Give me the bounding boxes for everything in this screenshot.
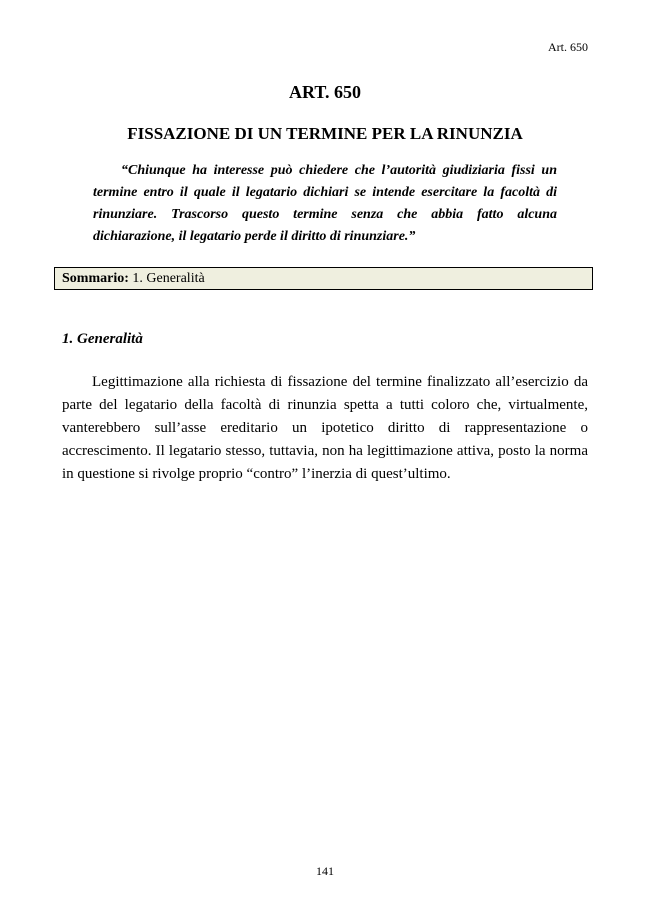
section-heading: 1. Generalità (62, 331, 143, 347)
article-number: ART. 650 (288, 82, 362, 102)
section-paragraph: Legittimazione alla richiesta di fissazione del termine finalizzato all’esercizio da parte del legatario della facoltà di rinunzia spetta a tutti coloro che, virtualmente, vanterebbero sull’asse ereditario un ipotetico diritto di rappresentazione o accrescimento. Il legatario stesso, tuttavia, non ha legittimazione attiva, posto la norma in questione si rivolge proprio “contro” l’inerzia di quest’ultimo. (62, 374, 588, 482)
summary-box (54, 267, 593, 290)
article-quote: “Chiunque ha interesse può chiedere che l’autorità giudiziaria fissi un termine entro il quale il legatario dichiari se intende esercitare la facoltà di rinunziare. Trascorso questo termine senza che abbia fatto alcuna dichiarazione, il legatario perde il diritto di rinunziare.” (93, 163, 557, 244)
summary-label: Sommario: (62, 271, 129, 286)
summary-entries: 1. Generalità (132, 271, 205, 286)
running-header: Art. 650 (548, 40, 588, 54)
page-number: 141 (316, 864, 334, 878)
article-title: FISSAZIONE DI UN TERMINE PER LA RINUNZIA (127, 124, 523, 143)
